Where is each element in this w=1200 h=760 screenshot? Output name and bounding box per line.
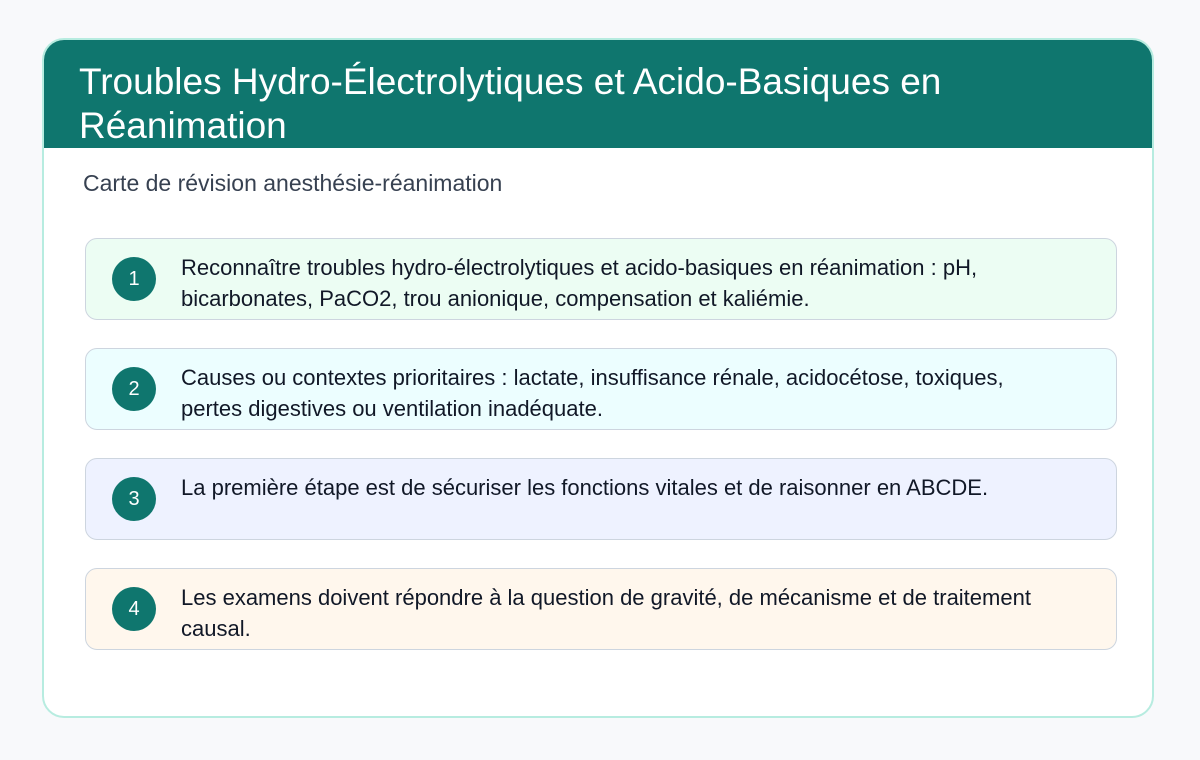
list-item-4 xyxy=(85,568,1117,650)
item-text: Causes ou contextes prioritaires : lactate, insuffisance rénale, acidocétose, toxiques, pertes digestives ou ventilation inadéquate. xyxy=(181,365,1004,421)
revision-card xyxy=(42,38,1154,718)
item-text: Les examens doivent répondre à la question de gravité, de mécanisme et de traitement causal. xyxy=(181,585,1031,641)
card-title: Troubles Hydro-Électrolytiques et Acido-Basiques en Réanimation xyxy=(79,61,942,146)
item-number-badge: 3 xyxy=(112,477,156,521)
item-number-badge: 1 xyxy=(112,257,156,301)
card-subtitle: Carte de révision anesthésie-réanimation xyxy=(83,170,503,196)
item-number-badge: 2 xyxy=(112,367,156,411)
card-header xyxy=(42,38,1154,148)
list-item-3 xyxy=(85,458,1117,540)
list-item-2 xyxy=(85,348,1117,430)
item-text: La première étape est de sécuriser les fonctions vitales et de raisonner en ABCDE. xyxy=(181,475,989,500)
list-item-1 xyxy=(85,238,1117,320)
item-text: Reconnaître troubles hydro-électrolytiques et acido-basiques en réanimation : pH, bicarbonates, PaCO2, trou anionique, compensation et kaliémie. xyxy=(181,255,978,311)
item-number-badge: 4 xyxy=(112,587,156,631)
